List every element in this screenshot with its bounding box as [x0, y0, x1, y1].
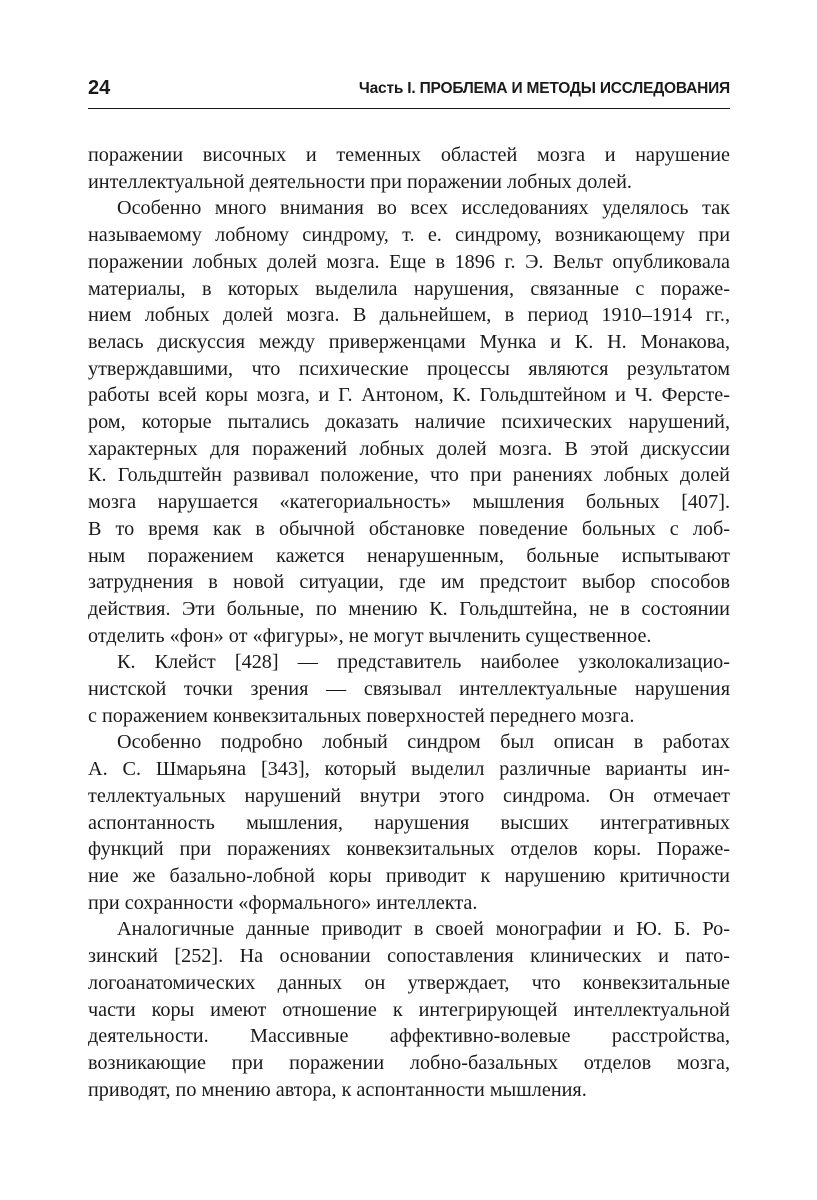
- text-line: затруднения в новой ситуации, где им предстоит выбор способов: [88, 571, 730, 594]
- text-line: теллектуальных нарушений внутри этого синдрома. Он отмечает: [88, 784, 730, 807]
- text-line: К. Гольдштейн развивал положение, что при ранениях лобных долей: [88, 464, 730, 487]
- text-line: аспонтанность мышления, нарушения высших интегративных: [88, 811, 730, 834]
- text-line: работы всей коры мозга, и Г. Антоном, К. Гольдштейном и Ч. Ферсте-: [88, 384, 730, 407]
- page-number: 24: [88, 77, 111, 99]
- text-line: К. Клейст [428] — представитель наиболее узколокализацио-: [117, 651, 730, 674]
- text-line: В то время как в обычной обстановке поведение больных с лоб-: [88, 517, 730, 540]
- text-line: при сохранности «формального» интеллекта.: [88, 891, 478, 914]
- body-text: [88, 142, 730, 1103]
- text-line: ным поражением кажется ненарушенным, больные испытывают: [88, 544, 730, 567]
- text-line: с поражением конвекзитальных поверхностей переднего мозга.: [88, 704, 635, 727]
- text-line: ние же базально-лобной коры приводит к нарушению критичности: [88, 864, 730, 887]
- text-line: логоанатомических данных он утверждает, что конвекзитальные: [88, 971, 730, 994]
- text-line: части коры имеют отношение к интегрирующей интеллектуальной: [88, 998, 730, 1021]
- text-line: нистской точки зрения — связывал интеллектуальные нарушения: [88, 678, 730, 701]
- text-line: интеллектуальной деятельности при поражении лобных долей.: [88, 170, 632, 193]
- text-line: материалы, в которых выделила нарушения, связанные с пораже-: [88, 277, 730, 300]
- text-line: отделить «фон» от «фигуры», не могут вычленить существенное.: [88, 624, 652, 647]
- text-line: действия. Эти больные, по мнению К. Гольдштейна, не в состоянии: [88, 597, 730, 620]
- running-head: [88, 74, 730, 104]
- text-line: утверждавшими, что психические процессы являются результатом: [88, 357, 730, 380]
- text-line: приводят, по мнению автора, к аспонтанности мышления.: [88, 1078, 587, 1101]
- text-line: мозга нарушается «категориальность» мышления больных [407].: [88, 491, 730, 514]
- header-rule: [88, 108, 730, 109]
- text-line: А. С. Шмарьяна [343], который выделил различные варианты ин-: [88, 758, 730, 781]
- text-line: деятельности. Массивные аффективно-волевые расстройства,: [88, 1025, 730, 1048]
- text-line: характерных для поражений лобных долей мозга. В этой дискуссии: [88, 437, 730, 460]
- text-line: Особенно подробно лобный синдром был описан в работах: [117, 731, 730, 754]
- text-line: функций при поражениях конвекзитальных отделов коры. Пораже-: [88, 838, 730, 861]
- text-line: ром, которые пытались доказать наличие психических нарушений,: [88, 411, 730, 434]
- text-line: зинский [252]. На основании сопоставления клинических и пато-: [88, 945, 730, 968]
- text-line: Аналогичные данные приводит в своей монографии и Ю. Б. Ро-: [117, 918, 730, 941]
- text-line: возникающие при поражении лобно-базальных отделов мозга,: [88, 1051, 730, 1074]
- text-line: называемому лобному синдрому, т. е. синдрому, возникающему при: [88, 224, 730, 247]
- text-line: поражении лобных долей мозга. Еще в 1896 г. Э. Вельт опубликовала: [88, 250, 730, 273]
- text-line: нием лобных долей мозга. В дальнейшем, в период 1910–1914 гг.,: [88, 304, 730, 327]
- text-line: велась дискуссия между приверженцами Мунка и К. Н. Монакова,: [88, 330, 730, 353]
- text-line: Особенно много внимания во всех исследованиях уделялось так: [117, 197, 730, 220]
- text-line: поражении височных и теменных областей мозга и нарушение: [88, 144, 730, 166]
- section-title: Часть I. ПРОБЛЕМА И МЕТОДЫ ИССЛЕДОВАНИЯ: [358, 80, 730, 97]
